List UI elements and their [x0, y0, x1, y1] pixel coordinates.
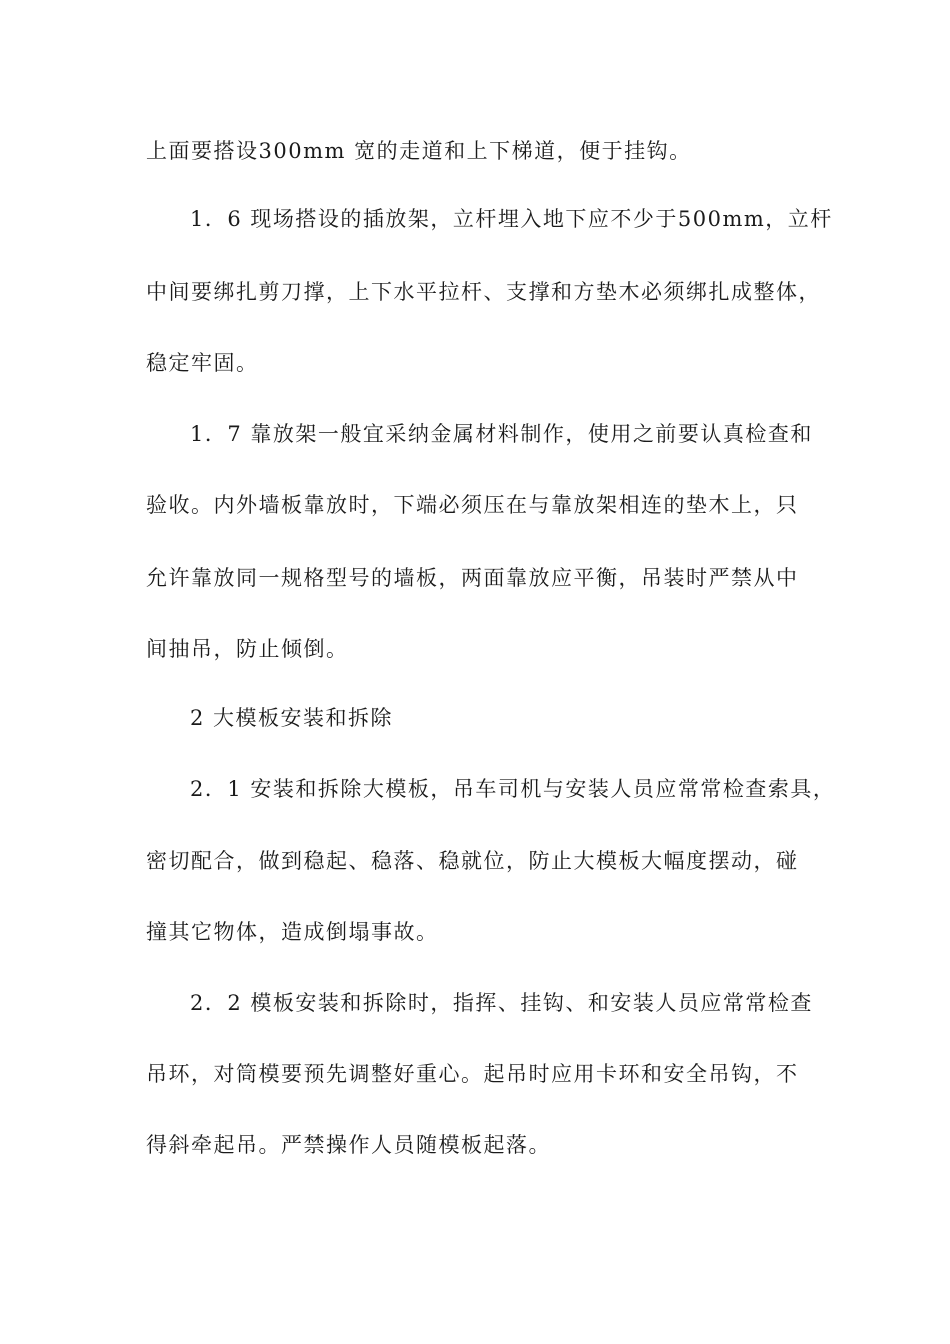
text-line-3: 中间要绑扎剪刀撑，上下水平拉杆、支撑和方垫木必须绑扎成整体， [146, 280, 821, 304]
text-line-15: 得斜牵起吊。严禁操作人员随模板起落。 [146, 1133, 551, 1157]
text-line-12: 撞其它物体，造成倒塌事故。 [146, 920, 439, 944]
text-line-2: 1．6 现场搭设的插放架，立杆埋入地下应不少于500mm，立杆 [190, 207, 833, 231]
text-line-13: 2．2 模板安装和拆除时，指挥、挂钩、和安装人员应常常检查 [190, 991, 813, 1015]
text-line-8: 间抽吊，防止倾倒。 [146, 637, 349, 661]
text-line-7: 允许靠放同一规格型号的墙板，两面靠放应平衡，吊装时严禁从中 [146, 566, 799, 590]
text-line-5: 1．7 靠放架一般宜采纳金属材料制作，使用之前要认真检查和 [190, 422, 813, 446]
text-line-10: 2．1 安装和拆除大模板，吊车司机与安装人员应常常检查索具， [190, 777, 836, 801]
text-line-14: 吊环，对筒模要预先调整好重心。起吊时应用卡环和安全吊钩，不 [146, 1062, 799, 1086]
text-line-4: 稳定牢固。 [146, 351, 259, 375]
text-line-11: 密切配合，做到稳起、稳落、稳就位，防止大模板大幅度摆动，碰 [146, 849, 799, 873]
section-heading: 2 大模板安装和拆除 [190, 706, 394, 730]
text-line-1: 上面要搭设300mm 宽的走道和上下梯道，便于挂钩。 [146, 139, 692, 163]
text-line-6: 验收。内外墙板靠放时，下端必须压在与靠放架相连的垫木上，只 [146, 493, 799, 517]
